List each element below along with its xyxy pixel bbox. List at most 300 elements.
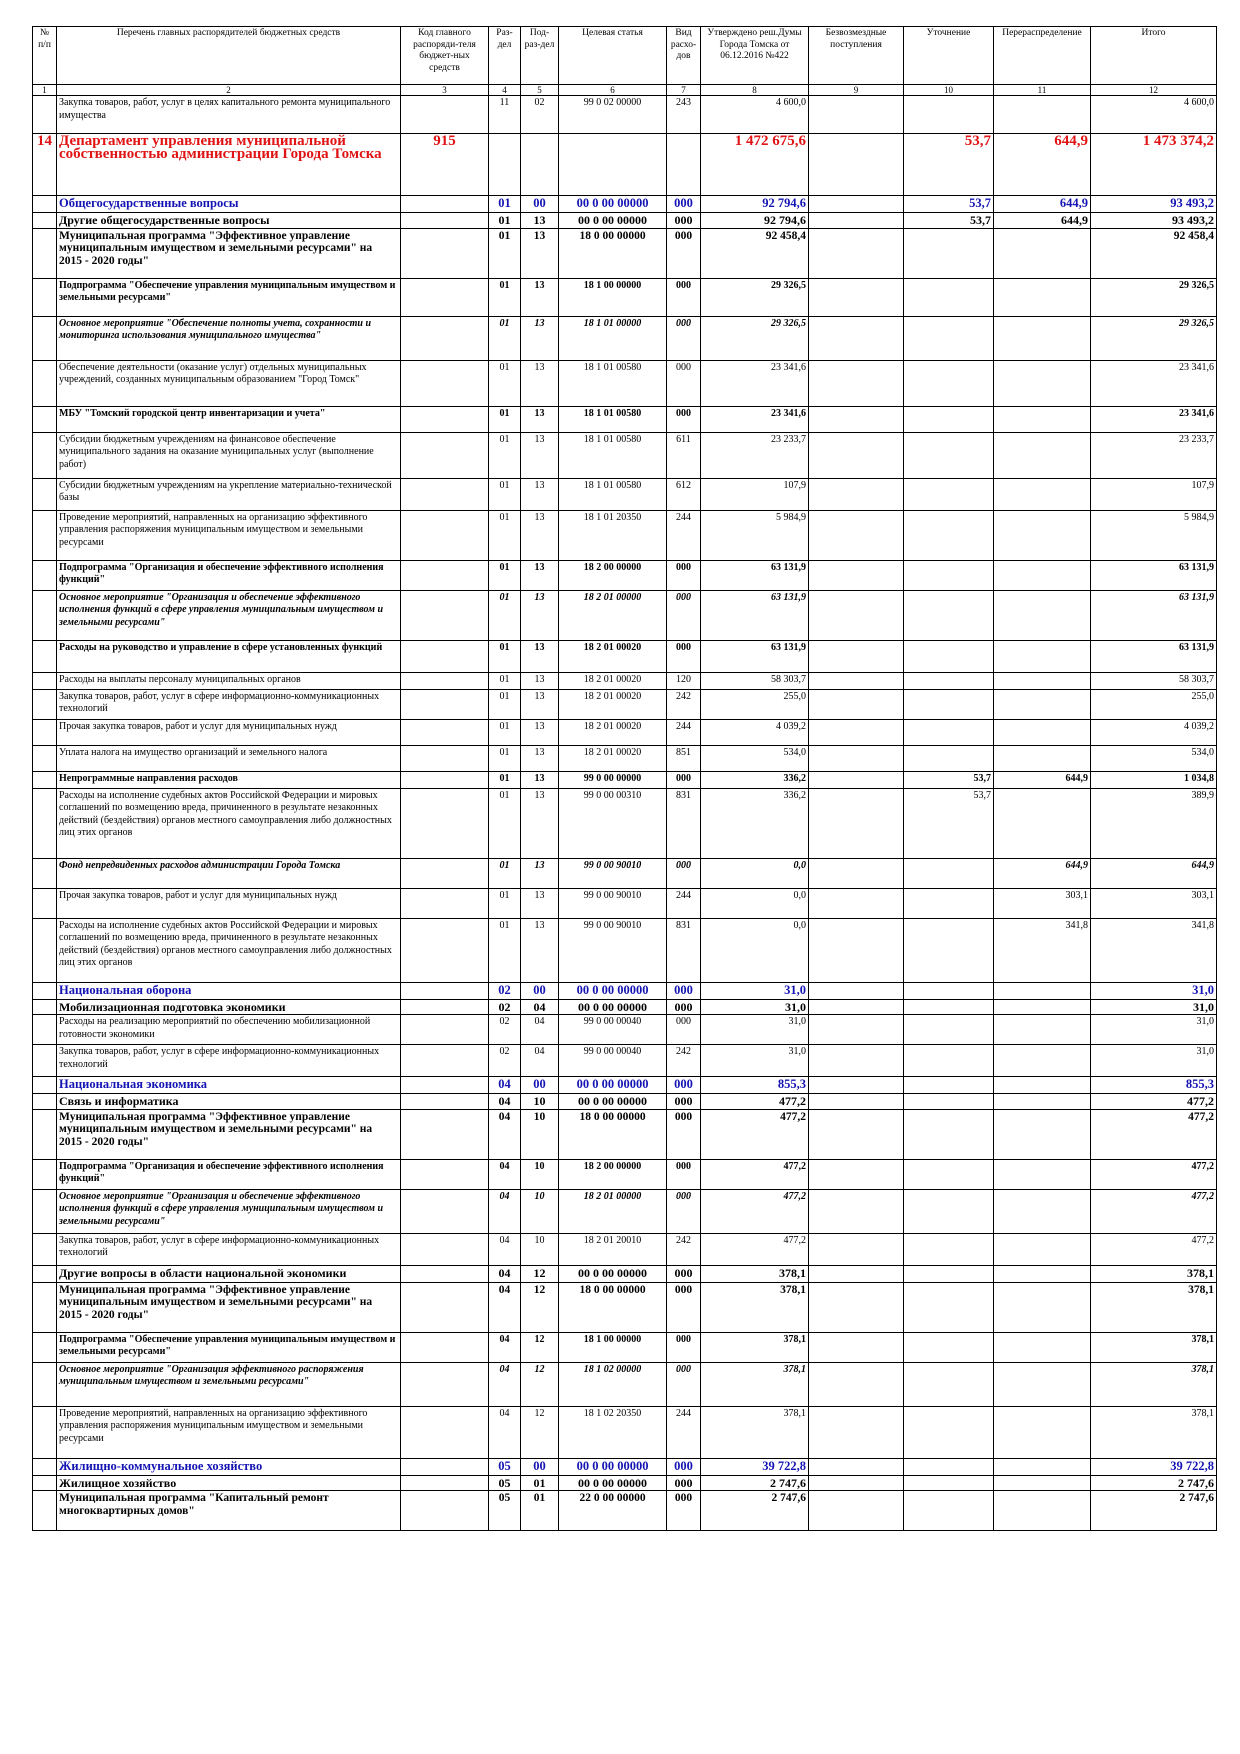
cell-refined [904,745,994,771]
col-number: 1 [33,85,57,96]
table-row [33,689,1217,719]
cell-code [401,1109,489,1159]
cell-section: 01 [489,406,521,432]
cell-exptype: 000 [667,316,701,360]
table-row [33,1265,1217,1282]
cell-code [401,640,489,672]
cell-name: Закупка товаров, работ, услуг в сфере информационно-коммуникационных технологий [57,689,401,719]
cell-name: Другие вопросы в области национальной экономики [57,1265,401,1282]
cell-section: 01 [489,745,521,771]
cell-name: Закупка товаров, работ, услуг в сфере информационно-коммуникационных технологий [57,1045,401,1077]
cell-gratis [809,788,904,858]
cell-section: 01 [489,360,521,406]
cell-subsection: 13 [521,360,559,406]
cell-section: 01 [489,213,521,229]
cell-refined: 53,7 [904,788,994,858]
cell-target: 99 0 00 90010 [559,858,667,888]
cell-name: Национальная оборона [57,982,401,999]
cell-section: 04 [489,1094,521,1110]
cell-gratis [809,590,904,640]
cell-gratis [809,1265,904,1282]
cell-refined [904,1045,994,1077]
cell-target: 00 0 00 00000 [559,982,667,999]
header-row [33,27,1217,85]
col-header-num: № п/п [33,27,57,85]
cell-num [33,590,57,640]
cell-section [489,134,521,196]
cell-num [33,278,57,316]
cell-num [33,1458,57,1475]
cell-num [33,771,57,788]
cell-redistrib [994,1189,1091,1233]
cell-num [33,1077,57,1094]
cell-redistrib [994,1077,1091,1094]
cell-subsection: 13 [521,278,559,316]
cell-target: 18 1 00 00000 [559,278,667,316]
cell-code [401,1265,489,1282]
cell-code [401,999,489,1015]
cell-num [33,228,57,278]
cell-subsection: 13 [521,510,559,560]
cell-code [401,719,489,745]
cell-section: 02 [489,1015,521,1045]
col-number: 2 [57,85,401,96]
table-row [33,1332,1217,1362]
cell-section: 04 [489,1077,521,1094]
cell-total: 23 341,6 [1091,360,1217,406]
cell-code [401,478,489,510]
cell-target: 00 0 00 00000 [559,196,667,213]
cell-redistrib [994,432,1091,478]
cell-exptype: 000 [667,640,701,672]
cell-name: Прочая закупка товаров, работ и услуг для муниципальных нужд [57,719,401,745]
cell-redistrib [994,672,1091,689]
cell-exptype: 000 [667,560,701,590]
cell-num [33,1015,57,1045]
cell-subsection: 10 [521,1094,559,1110]
cell-gratis [809,316,904,360]
cell-num [33,1094,57,1110]
table-row [33,1406,1217,1458]
cell-redistrib [994,360,1091,406]
cell-redistrib [994,590,1091,640]
cell-name: Расходы на выплаты персоналу муниципальных органов [57,672,401,689]
col-header-target: Целевая статья [559,27,667,85]
cell-num [33,1332,57,1362]
table-row [33,134,1217,196]
cell-name: Основное мероприятие "Организация эффективного распоряжения муниципальным имуществом и земельными ресурсами" [57,1362,401,1406]
col-header-exptype: Вид расхо-дов [667,27,701,85]
cell-total: 1 473 374,2 [1091,134,1217,196]
cell-target: 18 1 01 00580 [559,360,667,406]
table-row [33,360,1217,406]
cell-subsection: 10 [521,1233,559,1265]
cell-target: 18 2 01 00000 [559,1189,667,1233]
cell-section: 04 [489,1332,521,1362]
cell-refined [904,1282,994,1332]
cell-redistrib [994,1233,1091,1265]
table-row [33,1077,1217,1094]
cell-section: 01 [489,196,521,213]
cell-refined [904,1159,994,1189]
cell-name: Жилищное хозяйство [57,1475,401,1491]
cell-target: 18 1 01 00580 [559,406,667,432]
cell-gratis [809,888,904,918]
cell-subsection: 13 [521,918,559,982]
cell-subsection: 12 [521,1332,559,1362]
cell-gratis [809,1475,904,1491]
cell-gratis [809,278,904,316]
cell-total: 63 131,9 [1091,640,1217,672]
cell-num [33,982,57,999]
cell-gratis [809,1159,904,1189]
cell-name: Непрограммные направления расходов [57,771,401,788]
cell-exptype: 000 [667,1458,701,1475]
cell-refined [904,228,994,278]
cell-subsection: 00 [521,1077,559,1094]
table-row [33,196,1217,213]
cell-name: Муниципальная программа "Капитальный ремонт многоквартирных домов" [57,1491,401,1531]
cell-total: 5 984,9 [1091,510,1217,560]
cell-target: 00 0 00 00000 [559,1475,667,1491]
cell-target: 99 0 00 90010 [559,888,667,918]
cell-section: 04 [489,1265,521,1282]
budget-table [32,26,1217,1531]
cell-total: 255,0 [1091,689,1217,719]
cell-total: 1 034,8 [1091,771,1217,788]
cell-total: 378,1 [1091,1406,1217,1458]
cell-total: 378,1 [1091,1362,1217,1406]
cell-exptype: 242 [667,1233,701,1265]
cell-name: Уплата налога на имущество организаций и земельного налога [57,745,401,771]
col-header-name: Перечень главных распорядителей бюджетных средств [57,27,401,85]
cell-gratis [809,510,904,560]
cell-code [401,858,489,888]
cell-code [401,1406,489,1458]
cell-num [33,196,57,213]
cell-redistrib [994,478,1091,510]
cell-num [33,640,57,672]
cell-num [33,1406,57,1458]
cell-name: Обеспечение деятельности (оказание услуг) отдельных муниципальных учреждений, созданных муниципальным образованием "Город Томск" [57,360,401,406]
cell-gratis [809,745,904,771]
col-number: 3 [401,85,489,96]
table-row [33,1458,1217,1475]
cell-redistrib [994,510,1091,560]
cell-section: 01 [489,788,521,858]
cell-approved: 1 472 675,6 [701,134,809,196]
cell-target: 18 1 01 00580 [559,432,667,478]
cell-approved: 4 039,2 [701,719,809,745]
cell-gratis [809,196,904,213]
cell-total: 4 600,0 [1091,96,1217,134]
column-number-row [33,85,1217,96]
cell-approved: 107,9 [701,478,809,510]
table-row [33,1282,1217,1332]
cell-refined [904,1189,994,1233]
cell-total: 92 458,4 [1091,228,1217,278]
cell-exptype: 000 [667,1491,701,1531]
cell-refined [904,719,994,745]
table-row [33,590,1217,640]
cell-exptype: 851 [667,745,701,771]
cell-gratis [809,1045,904,1077]
cell-redistrib [994,406,1091,432]
cell-section: 01 [489,560,521,590]
cell-gratis [809,1077,904,1094]
cell-total: 107,9 [1091,478,1217,510]
cell-redistrib [994,788,1091,858]
cell-refined [904,640,994,672]
col-number: 11 [994,85,1091,96]
cell-exptype: 000 [667,1094,701,1110]
cell-approved: 23 233,7 [701,432,809,478]
cell-exptype: 000 [667,1282,701,1332]
cell-target: 18 2 01 00000 [559,590,667,640]
cell-target: 18 2 01 00020 [559,640,667,672]
cell-section: 02 [489,1045,521,1077]
cell-code [401,982,489,999]
cell-gratis [809,1233,904,1265]
cell-section: 01 [489,888,521,918]
cell-approved: 477,2 [701,1094,809,1110]
cell-name: Связь и информатика [57,1094,401,1110]
cell-code [401,590,489,640]
cell-refined [904,1475,994,1491]
cell-exptype: 000 [667,406,701,432]
cell-target: 18 0 00 00000 [559,1282,667,1332]
cell-num [33,1282,57,1332]
cell-approved: 855,3 [701,1077,809,1094]
cell-subsection: 13 [521,788,559,858]
cell-redistrib: 644,9 [994,134,1091,196]
col-number: 9 [809,85,904,96]
cell-section: 04 [489,1282,521,1332]
cell-num [33,858,57,888]
cell-code [401,1458,489,1475]
cell-total: 644,9 [1091,858,1217,888]
cell-exptype: 000 [667,1159,701,1189]
cell-approved: 39 722,8 [701,1458,809,1475]
cell-target: 18 2 00 00000 [559,560,667,590]
cell-target: 18 2 01 00020 [559,672,667,689]
cell-refined: 53,7 [904,213,994,229]
cell-exptype: 000 [667,213,701,229]
col-number: 10 [904,85,994,96]
cell-target: 00 0 00 00000 [559,1077,667,1094]
table-row [33,278,1217,316]
cell-exptype: 000 [667,360,701,406]
cell-exptype [667,134,701,196]
cell-total: 477,2 [1091,1189,1217,1233]
cell-subsection: 13 [521,719,559,745]
cell-exptype: 000 [667,999,701,1015]
col-header-section: Раз-дел [489,27,521,85]
cell-subsection: 13 [521,672,559,689]
cell-exptype: 244 [667,1406,701,1458]
cell-name: Подпрограмма "Обеспечение управления муниципальным имуществом и земельными ресурсами" [57,1332,401,1362]
cell-name: Мобилизационная подготовка экономики [57,999,401,1015]
cell-name: Расходы на исполнение судебных актов Российской Федерации и мировых соглашений по возмещению вреда, причиненного в результате незаконных действий (бездействия) органов местного самоуправления либо должностных лиц этих органов [57,788,401,858]
table-row [33,1233,1217,1265]
cell-exptype: 000 [667,228,701,278]
cell-approved: 23 341,6 [701,360,809,406]
cell-code [401,1282,489,1332]
cell-exptype: 000 [667,982,701,999]
table-row [33,1045,1217,1077]
cell-subsection: 12 [521,1406,559,1458]
cell-gratis [809,1282,904,1332]
cell-redistrib: 644,9 [994,858,1091,888]
col-number: 5 [521,85,559,96]
cell-section: 04 [489,1189,521,1233]
cell-refined [904,689,994,719]
cell-name: Фонд непредвиденных расходов администрации Города Томска [57,858,401,888]
cell-subsection: 13 [521,640,559,672]
cell-target: 18 2 01 00020 [559,719,667,745]
cell-section: 01 [489,590,521,640]
cell-code [401,278,489,316]
cell-num [33,1189,57,1233]
cell-gratis [809,1109,904,1159]
cell-total: 378,1 [1091,1265,1217,1282]
cell-total: 63 131,9 [1091,590,1217,640]
cell-total: 29 326,5 [1091,278,1217,316]
cell-redistrib: 644,9 [994,196,1091,213]
cell-exptype: 831 [667,788,701,858]
cell-approved: 378,1 [701,1406,809,1458]
col-header-gratis: Безвозмездные поступления [809,27,904,85]
cell-gratis [809,213,904,229]
cell-name: Проведение мероприятий, направленных на организацию эффективного управления распоряжения муниципальным имуществом и земельными ресурсами [57,1406,401,1458]
cell-code [401,1045,489,1077]
cell-code [401,96,489,134]
cell-exptype: 000 [667,1015,701,1045]
cell-num [33,510,57,560]
table-row [33,888,1217,918]
cell-exptype: 000 [667,858,701,888]
cell-total: 39 722,8 [1091,1458,1217,1475]
cell-target: 99 0 00 00310 [559,788,667,858]
cell-gratis [809,689,904,719]
cell-approved: 5 984,9 [701,510,809,560]
cell-total: 31,0 [1091,982,1217,999]
table-row [33,1189,1217,1233]
cell-gratis [809,1015,904,1045]
table-row [33,1475,1217,1491]
cell-approved: 92 794,6 [701,196,809,213]
cell-exptype: 000 [667,771,701,788]
table-row [33,213,1217,229]
cell-approved: 31,0 [701,982,809,999]
cell-section: 01 [489,478,521,510]
cell-total: 2 747,6 [1091,1491,1217,1531]
cell-target: 18 2 01 00020 [559,745,667,771]
cell-target: 00 0 00 00000 [559,999,667,1015]
cell-num [33,1362,57,1406]
cell-code [401,788,489,858]
cell-approved: 477,2 [701,1233,809,1265]
cell-exptype: 000 [667,590,701,640]
cell-gratis [809,999,904,1015]
cell-subsection: 13 [521,406,559,432]
table-row [33,719,1217,745]
cell-target: 18 1 01 00000 [559,316,667,360]
cell-exptype: 611 [667,432,701,478]
table-row [33,640,1217,672]
cell-gratis [809,982,904,999]
cell-num [33,432,57,478]
cell-refined: 53,7 [904,771,994,788]
cell-target: 99 0 00 00040 [559,1015,667,1045]
cell-exptype: 242 [667,689,701,719]
cell-subsection: 10 [521,1109,559,1159]
table-row [33,858,1217,888]
cell-total: 378,1 [1091,1282,1217,1332]
cell-section: 11 [489,96,521,134]
cell-name: Субсидии бюджетным учреждениям на финансовое обеспечение муниципального задания на оказание муниципальных услуг (выполнение работ) [57,432,401,478]
cell-name: Муниципальная программа "Эффективное управление муниципальным имуществом и земельными ресурсами" на 2015 - 2020 годы" [57,1282,401,1332]
cell-refined [904,96,994,134]
cell-gratis [809,1491,904,1531]
cell-section: 01 [489,510,521,560]
cell-refined [904,278,994,316]
cell-exptype: 243 [667,96,701,134]
cell-num [33,1233,57,1265]
table-row [33,918,1217,982]
cell-approved: 29 326,5 [701,278,809,316]
cell-subsection: 13 [521,689,559,719]
cell-num [33,672,57,689]
cell-code [401,228,489,278]
cell-gratis [809,1458,904,1475]
cell-name: Основное мероприятие "Организация и обеспечение эффективного исполнения функций в сфере управления муниципальным имуществом и земельными ресурсами" [57,1189,401,1233]
cell-approved: 63 131,9 [701,640,809,672]
cell-gratis [809,96,904,134]
table-row [33,510,1217,560]
cell-subsection: 04 [521,1015,559,1045]
cell-name: Закупка товаров, работ, услуг в целях капитального ремонта муниципального имущества [57,96,401,134]
table-row [33,745,1217,771]
cell-total: 389,9 [1091,788,1217,858]
col-header-refined: Уточнение [904,27,994,85]
cell-section: 01 [489,640,521,672]
cell-redistrib: 644,9 [994,213,1091,229]
cell-target: 99 0 02 00000 [559,96,667,134]
cell-approved: 477,2 [701,1189,809,1233]
cell-redistrib [994,1045,1091,1077]
cell-approved: 2 747,6 [701,1475,809,1491]
cell-num [33,888,57,918]
cell-name: Расходы на руководство и управление в сфере установленных функций [57,640,401,672]
cell-refined [904,672,994,689]
cell-subsection: 13 [521,771,559,788]
table-row [33,788,1217,858]
cell-gratis [809,1406,904,1458]
cell-exptype: 000 [667,1077,701,1094]
cell-gratis [809,406,904,432]
cell-total: 23 233,7 [1091,432,1217,478]
col-header-total: Итого [1091,27,1217,85]
cell-total: 31,0 [1091,1015,1217,1045]
cell-code [401,1475,489,1491]
cell-redistrib [994,1362,1091,1406]
table-row [33,228,1217,278]
cell-code [401,432,489,478]
cell-subsection: 00 [521,196,559,213]
cell-target: 18 2 01 20010 [559,1233,667,1265]
cell-total: 63 131,9 [1091,560,1217,590]
